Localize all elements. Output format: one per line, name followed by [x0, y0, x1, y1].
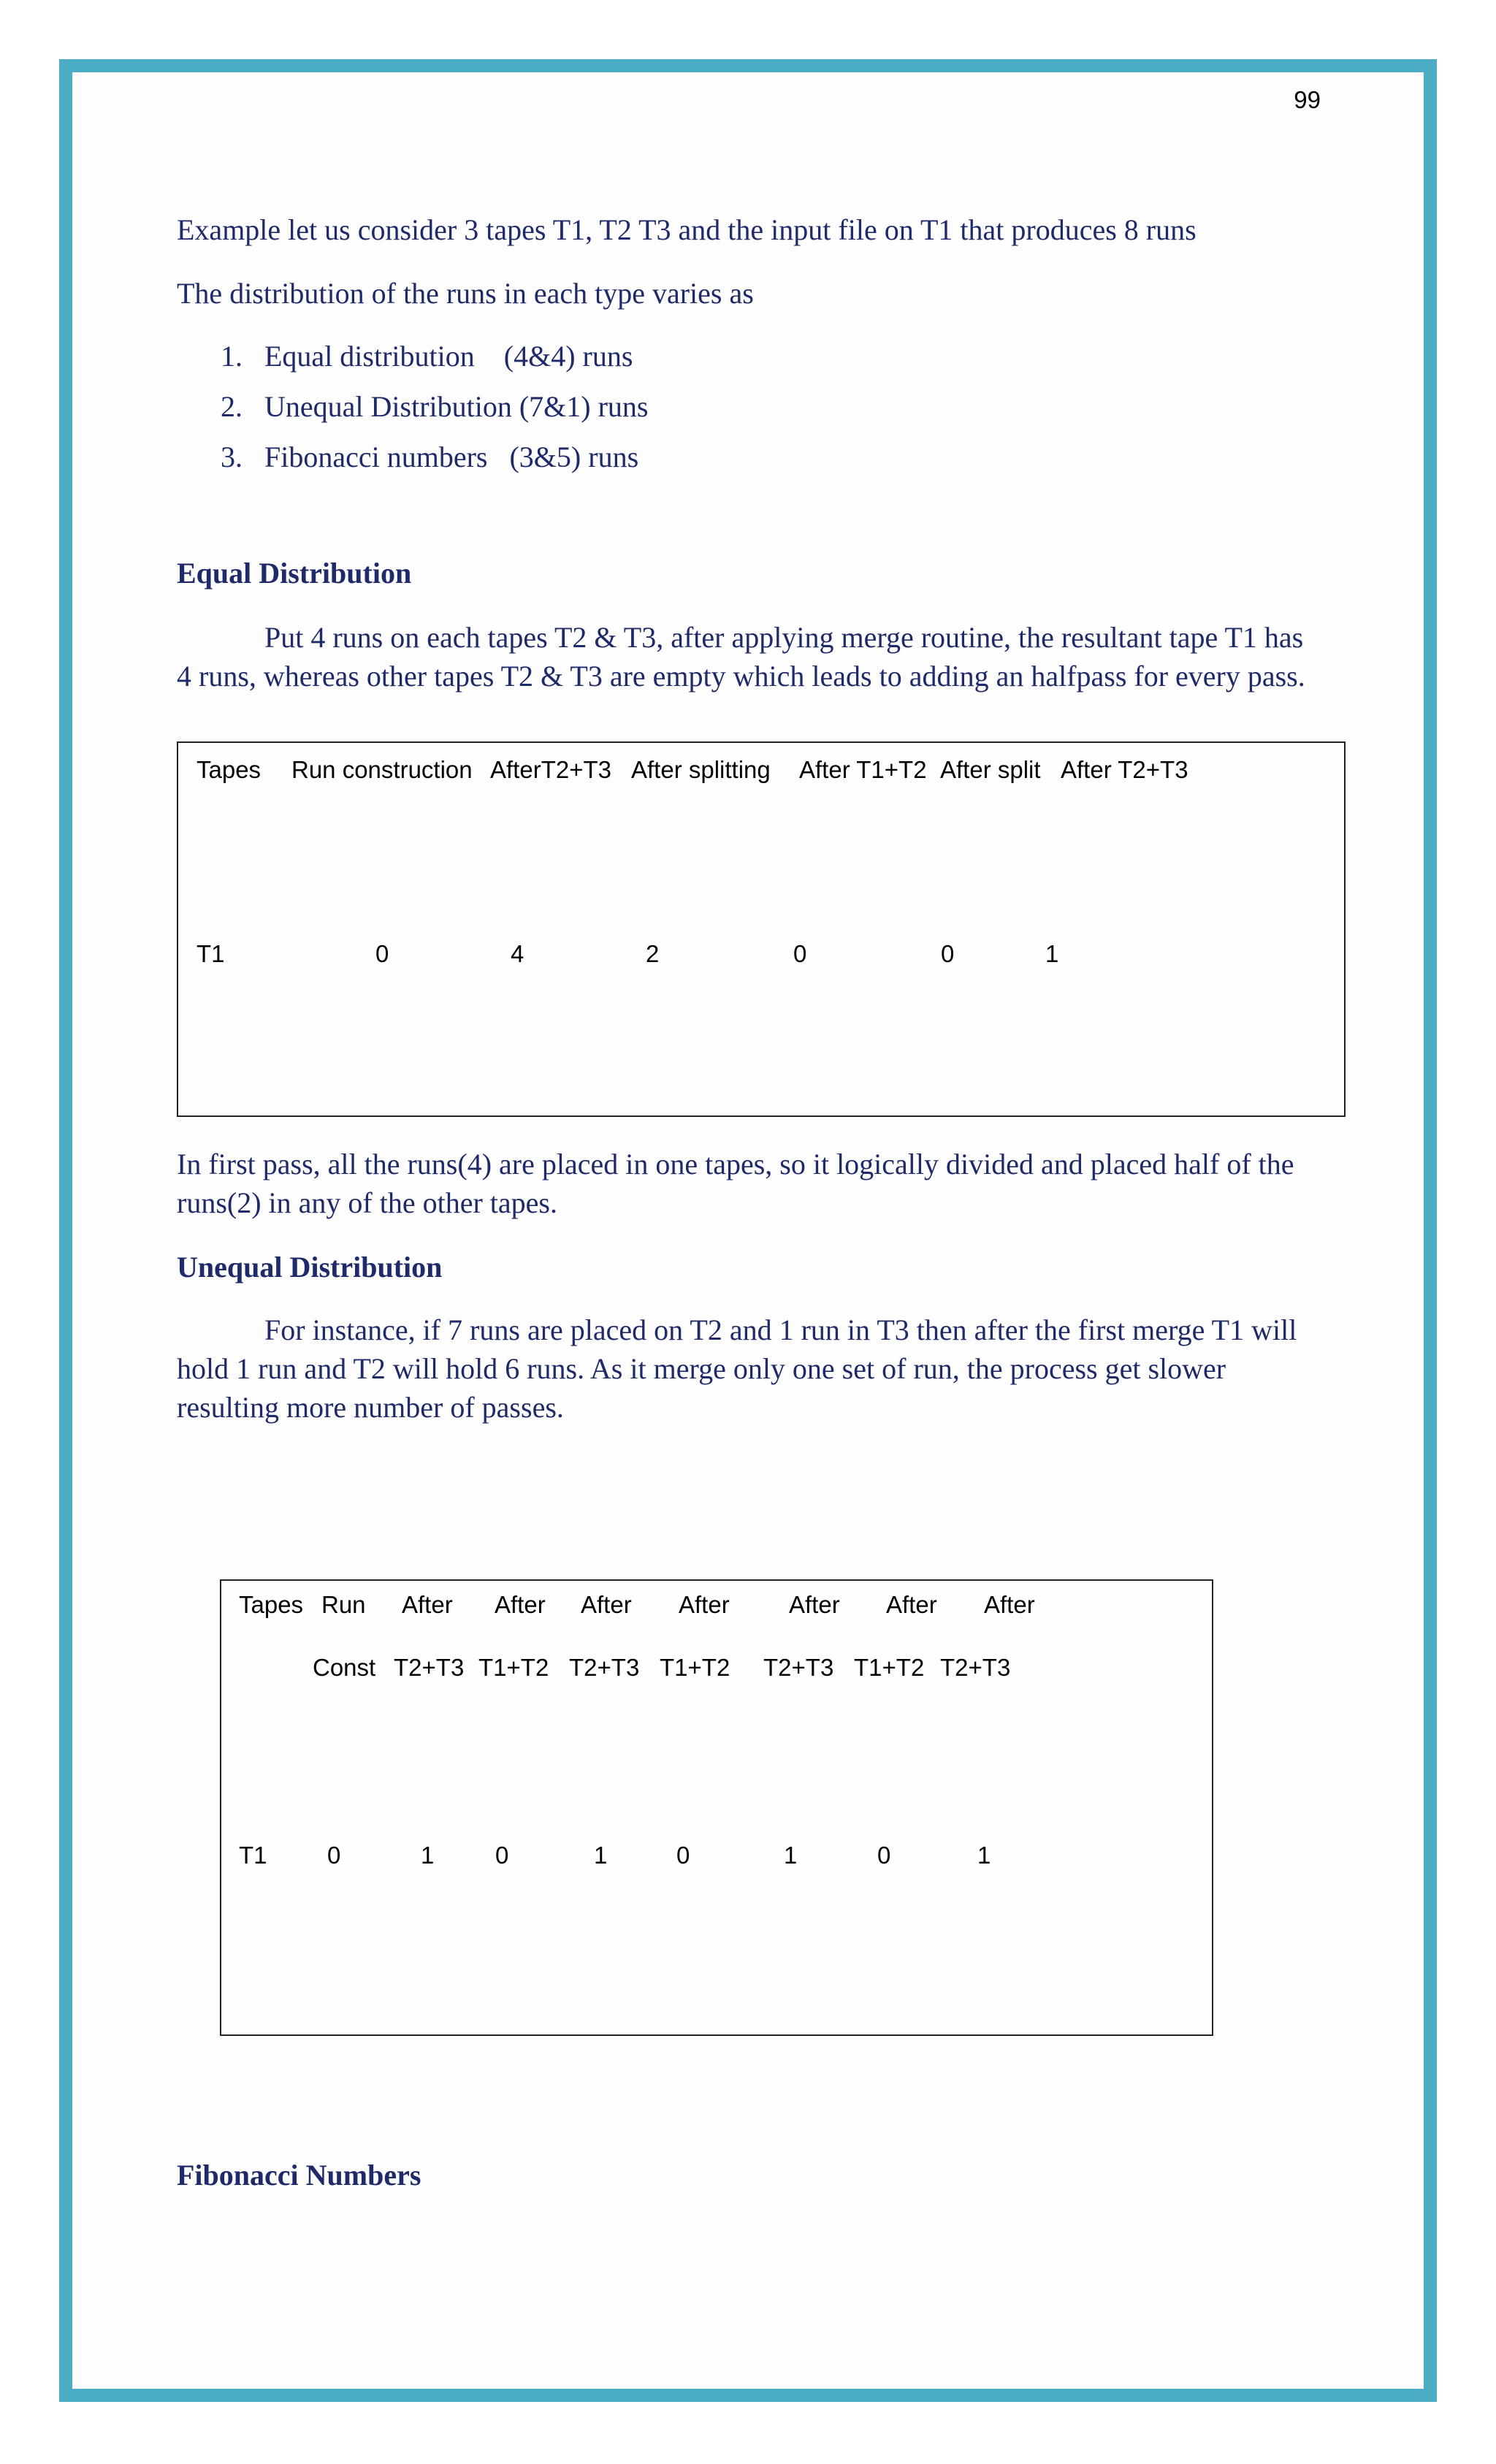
intro-line-1: Example let us consider 3 tapes T1, T2 T3 and the input file on T1 that produces 8 runs: [177, 213, 1197, 246]
table-cell: 4: [511, 940, 524, 967]
unequal-paragraph-line-2: hold 1 run and T2 will hold 6 runs. As it merge only one set of run, the process get slower: [177, 1352, 1226, 1385]
table-header-cell: T2+T3: [569, 1654, 640, 1681]
table-header-cell: After T2+T3: [1061, 756, 1188, 783]
table-row-label: T1: [239, 1842, 267, 1869]
table-header-cell: After: [789, 1591, 840, 1618]
table-header-cell: Run construction: [291, 756, 473, 783]
table-header-cell: Tapes: [239, 1591, 304, 1618]
fibonacci-numbers-heading: Fibonacci Numbers: [177, 2159, 421, 2192]
equal-explanation-line-2: runs(2) in any of the other tapes.: [177, 1186, 557, 1219]
table-header-cell: T1+T2: [478, 1654, 549, 1681]
table-header-cell: Run: [321, 1591, 366, 1618]
table-cell: 1: [594, 1842, 608, 1869]
unequal-paragraph-line-1: For instance, if 7 runs are placed on T2 and 1 run in T3 then after the first merge T1 will: [264, 1313, 1297, 1346]
table-cell: 2: [646, 940, 660, 967]
equal-paragraph-line-2: 4 runs, whereas other tapes T2 & T3 are empty which leads to adding an halfpass for every pass.: [177, 660, 1305, 693]
table-cell: 1: [1045, 940, 1059, 967]
table-cell: 0: [877, 1842, 891, 1869]
equal-paragraph-line-1: Put 4 runs on each tapes T2 & T3, after applying merge routine, the resultant tape T1 has: [264, 621, 1304, 654]
table-header-cell: After: [679, 1591, 730, 1618]
table-header-cell: T2+T3: [394, 1654, 465, 1681]
table-header-cell: After: [402, 1591, 453, 1618]
unequal-distribution-heading: Unequal Distribution: [177, 1251, 443, 1284]
table-cell: 0: [495, 1842, 509, 1869]
table-header-cell: After: [495, 1591, 546, 1618]
table-cell: 0: [941, 940, 955, 967]
table-header-cell: After: [581, 1591, 632, 1618]
table-header-cell: After: [984, 1591, 1035, 1618]
table-header-cell: T1+T2: [660, 1654, 730, 1681]
intro-line-2: The distribution of the runs in each type varies as: [177, 277, 754, 310]
list-item-text: Equal distribution (4&4) runs: [264, 340, 633, 373]
table-cell: 0: [676, 1842, 690, 1869]
table-cell: 1: [421, 1842, 435, 1869]
table-header-cell: Const: [313, 1654, 376, 1681]
unequal-distribution-table: [220, 1579, 1213, 2036]
list-item-text: Unequal Distribution (7&1) runs: [264, 390, 649, 423]
list-item-number: 3.: [221, 440, 243, 473]
equal-distribution-heading: Equal Distribution: [177, 557, 412, 590]
equal-explanation-line-1: In first pass, all the runs(4) are placed in one tapes, so it logically divided and placed half of the: [177, 1148, 1294, 1180]
table-cell: 0: [793, 940, 807, 967]
table-header-cell: T2+T3: [940, 1654, 1011, 1681]
table-cell: 0: [327, 1842, 341, 1869]
table-header-cell: Tapes: [196, 756, 262, 783]
table-header-cell: After T1+T2: [799, 756, 927, 783]
page-number: 99: [1294, 86, 1321, 113]
table-header-cell: After splitting: [631, 756, 771, 783]
equal-distribution-table: [177, 741, 1346, 1117]
unequal-paragraph-line-3: resulting more number of passes.: [177, 1391, 564, 1424]
table-header-cell: AfterT2+T3: [490, 756, 611, 783]
table-cell: 1: [977, 1842, 991, 1869]
list-item-text: Fibonacci numbers (3&5) runs: [264, 440, 639, 473]
list-item-number: 2.: [221, 390, 243, 423]
table-header-cell: T2+T3: [763, 1654, 834, 1681]
table-header-cell: After: [886, 1591, 937, 1618]
table-row-label: T1: [196, 940, 225, 967]
table-cell: 1: [784, 1842, 798, 1869]
list-item-number: 1.: [221, 340, 243, 373]
table-cell: 0: [375, 940, 389, 967]
table-header-cell: After split: [940, 756, 1041, 783]
table-header-cell: T1+T2: [854, 1654, 925, 1681]
